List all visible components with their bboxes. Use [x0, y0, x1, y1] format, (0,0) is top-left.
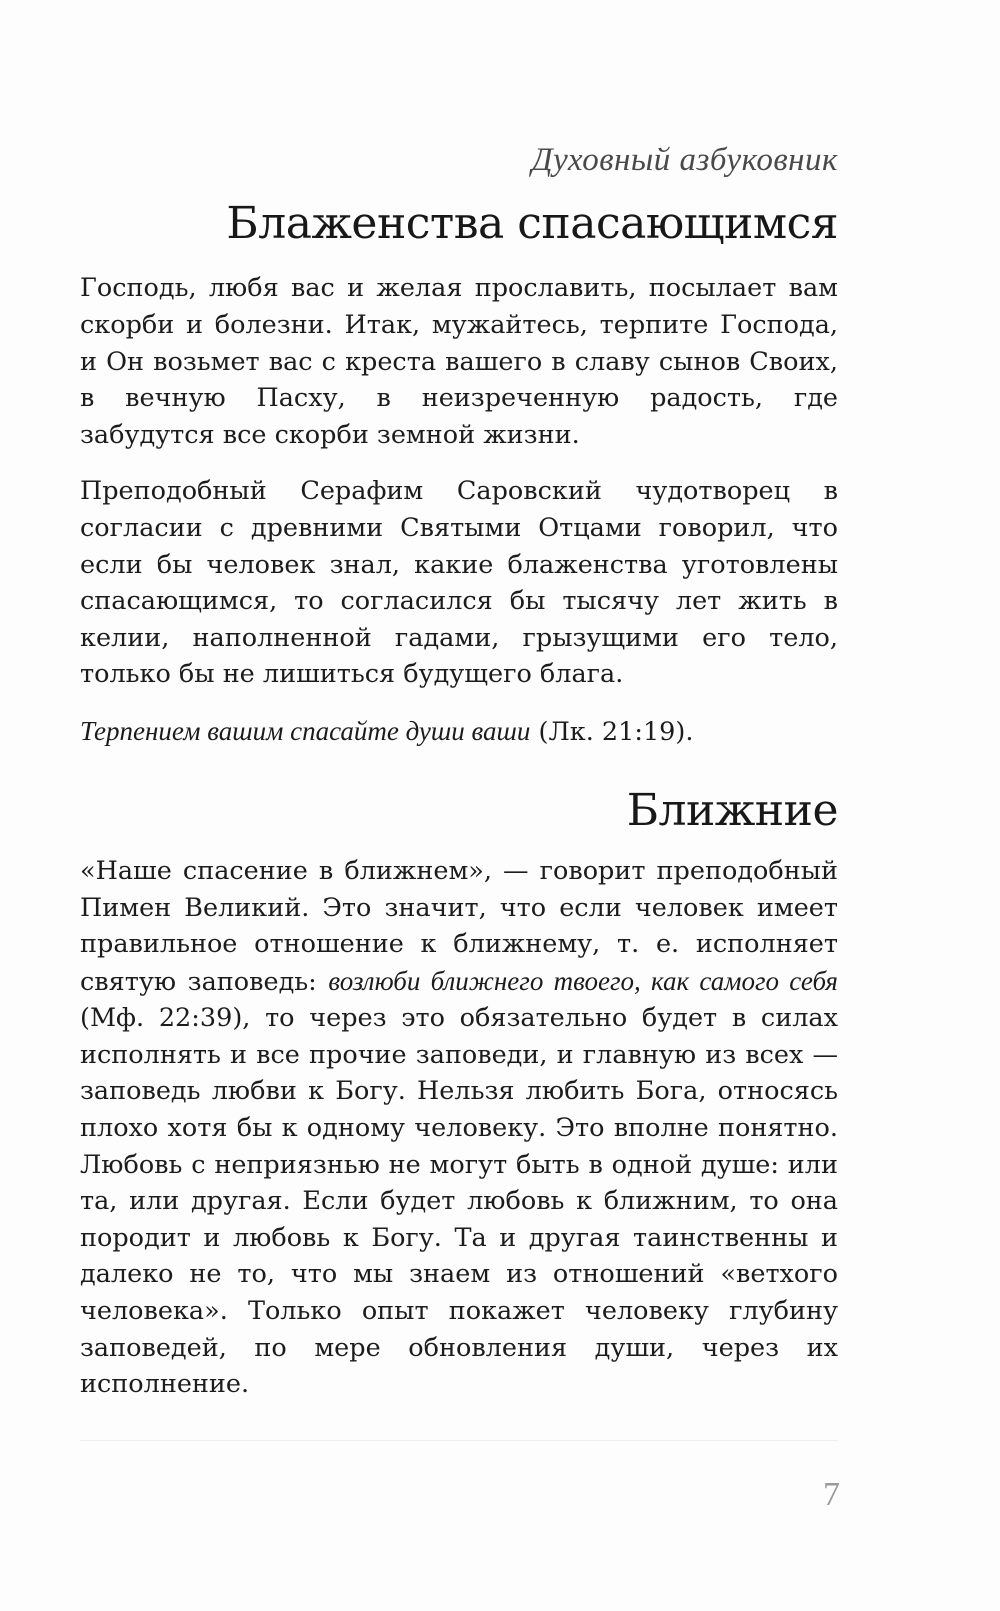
page-content — [80, 192, 838, 1423]
blessings-paragraph-2: Преподобный Серафим Саровский чудотворец в согласии с древними Святыми Отцами говорил, что если бы человек знал, какие блаженства уготовлены спасающимся, то согласился бы тысячу лет жить в келии, наполненной гадами, грызущими его тело, только бы не лишиться будущего блага. — [80, 476, 838, 690]
running-head: Духовный азбуковник — [531, 142, 838, 178]
neighbors-paragraph-start: «Наше спасение в ближнем», — говорит преподобный Пимен Великий. Это значит, что если человек имеет правильное отношение к ближнему, т. е. исполняет святую заповедь: — [80, 855, 838, 997]
section-title-blessings: Блаженства спасающимся — [226, 198, 838, 249]
scripture-quote-reference: (Лк. 21:19). — [530, 716, 694, 747]
blessings-scripture-quote — [80, 713, 838, 751]
neighbors-paragraph-rest: (Мф. 22:39), то через это обязательно будет в силах исполнять и все прочие заповеди, и главную из всех — заповедь любви к Богу. Нельзя любить Бога, относясь плохо хотя бы к одному человеку. Это вполне понятно. Любовь с неприязнью не могут быть в одной душе: или та, или другая. Если будет любовь к ближним, то она породит и любовь к Богу. Та и другая таинственны и далеко не то, что мы знаем из отношений «ветхого человека». Только опыт покажет человеку глубину заповедей, по мере обновления души, через их исполнение. — [80, 1003, 838, 1400]
scripture-quote-italic: Терпением вашим спасайте души ваши — [80, 715, 531, 746]
neighbors-commandment-italic: возлюби ближнего твоего, как самого себя — [328, 965, 838, 996]
section-title-neighbors: Ближние — [626, 784, 838, 836]
blessings-paragraph-1: Господь, любя вас и желая прославить, посылает вам скорби и болезни. Итак, мужайтесь, терпите Господа, и Он возьмет вас с креста вашего в славу сынов Своих, в вечную Пасху, в неизреченную радость, где забудутся все скорби земной жизни. — [80, 273, 838, 450]
page-number: 7 — [823, 1476, 840, 1513]
neighbors-paragraph — [80, 853, 838, 1403]
footer-divider — [80, 1440, 838, 1441]
